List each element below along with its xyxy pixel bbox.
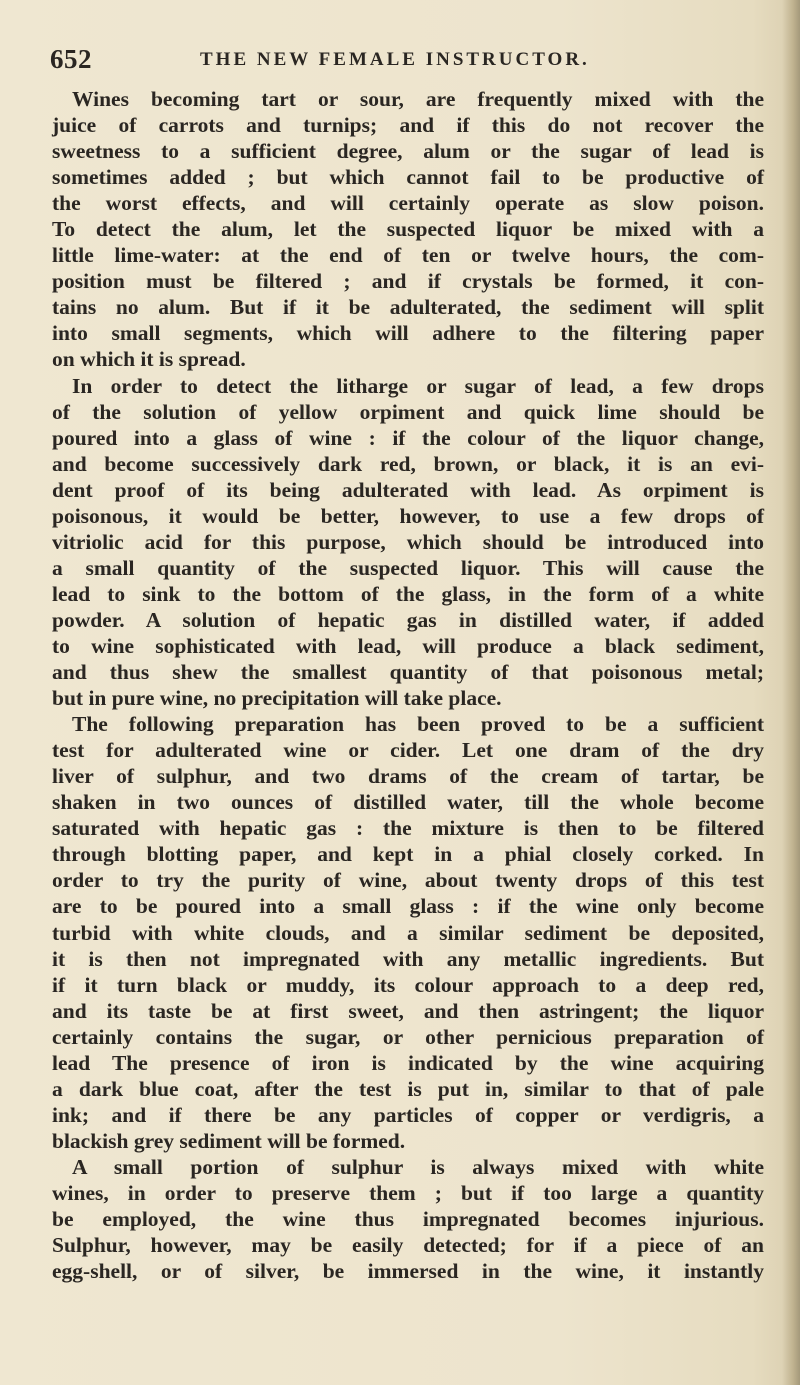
text-line: but in pure wine, no precipitation will take place.: [52, 686, 502, 711]
text-line: of the solution of yellow orpiment and quick lime should be: [52, 399, 764, 424]
text-line: and thus shew the smallest quantity of that poisonous metal;: [52, 660, 764, 685]
text-line: liver of sulphur, and two drams of the cream of tartar, be: [52, 764, 764, 789]
text-line: sweetness to a sufficient degree, alum or the sugar of lead is: [52, 139, 764, 164]
body-text: [52, 86, 764, 1284]
text-line: through blotting paper, and kept in a phial closely corked. In: [52, 842, 764, 867]
text-line: and become successively dark red, brown, or black, it is an evi-: [52, 451, 764, 476]
text-line: The following preparation has been proved to be a sufficient: [72, 712, 764, 737]
text-line: vitriolic acid for this purpose, which should be introduced into: [52, 529, 764, 554]
text-line: wines, in order to preserve them ; but if too large a quantity: [52, 1180, 764, 1205]
text-line: to wine sophisticated with lead, will produce a black sediment,: [52, 633, 764, 658]
text-line: In order to detect the litharge or sugar of lead, a few drops: [72, 373, 764, 398]
text-line: position must be filtered ; and if crystals be formed, it con-: [52, 269, 764, 294]
text-line: poisonous, it would be better, however, to use a few drops of: [52, 503, 764, 528]
text-line: sometimes added ; but which cannot fail to be productive of: [52, 165, 764, 190]
text-line: saturated with hepatic gas : the mixture is then to be filtered: [52, 816, 764, 841]
text-line: To detect the alum, let the suspected liquor be mixed with a: [52, 217, 764, 242]
page-edge-shadow: [782, 0, 800, 1385]
text-line: if it turn black or muddy, its colour approach to a deep red,: [52, 972, 764, 997]
text-line: juice of carrots and turnips; and if this do not recover the: [52, 113, 764, 138]
text-line: order to try the purity of wine, about twenty drops of this test: [52, 868, 764, 893]
text-line: into small segments, which will adhere to the filtering paper: [52, 321, 764, 346]
text-line: tains no alum. But if it be adulterated, the sediment will split: [52, 295, 764, 320]
text-line: lead The presence of iron is indicated by the wine acquiring: [52, 1050, 764, 1075]
text-line: Wines becoming tart or sour, are frequently mixed with the: [72, 87, 764, 111]
text-line: and its taste be at first sweet, and then astringent; the liquor: [52, 998, 764, 1023]
text-line: A small portion of sulphur is always mixed with white: [72, 1154, 764, 1179]
running-head: THE NEW FEMALE INSTRUCTOR.: [200, 49, 590, 70]
text-line: Sulphur, however, may be easily detected; for if a piece of an: [52, 1233, 764, 1258]
text-line: powder. A solution of hepatic gas in distilled water, if added: [52, 607, 764, 632]
text-line: blackish grey sediment will be formed.: [52, 1128, 406, 1153]
text-line: a dark blue coat, after the test is put in, similar to that of pale: [52, 1076, 764, 1101]
text-line: test for adulterated wine or cider. Let one dram of the dry: [52, 738, 764, 763]
text-line: a small quantity of the suspected liquor. This will cause the: [52, 555, 764, 580]
text-line: poured into a glass of wine : if the colour of the liquor change,: [52, 425, 764, 450]
text-line: it is then not impregnated with any metallic ingredients. But: [52, 946, 764, 971]
text-line: egg-shell, or of silver, be immersed in the wine, it instantly: [52, 1259, 764, 1284]
text-line: are to be poured into a small glass : if the wine only become: [52, 894, 764, 919]
text-line: turbid with white clouds, and a similar sediment be deposited,: [52, 920, 764, 945]
text-line: shaken in two ounces of distilled water, till the whole become: [52, 790, 764, 815]
text-line: on which it is spread.: [52, 347, 246, 372]
text-line: lead to sink to the bottom of the glass, in the form of a white: [52, 581, 764, 606]
text-line: the worst effects, and will certainly operate as slow poison.: [52, 191, 764, 216]
text-line: be employed, the wine thus impregnated becomes injurious.: [52, 1207, 764, 1232]
page-header: [50, 44, 750, 80]
text-line: ink; and if there be any particles of copper or verdigris, a: [52, 1102, 764, 1127]
page-number: 652: [50, 44, 92, 74]
text-line: dent proof of its being adulterated with lead. As orpiment is: [52, 477, 764, 502]
text-line: certainly contains the sugar, or other pernicious preparation of: [52, 1024, 764, 1049]
text-line: little lime-water: at the end of ten or twelve hours, the com-: [52, 243, 764, 268]
